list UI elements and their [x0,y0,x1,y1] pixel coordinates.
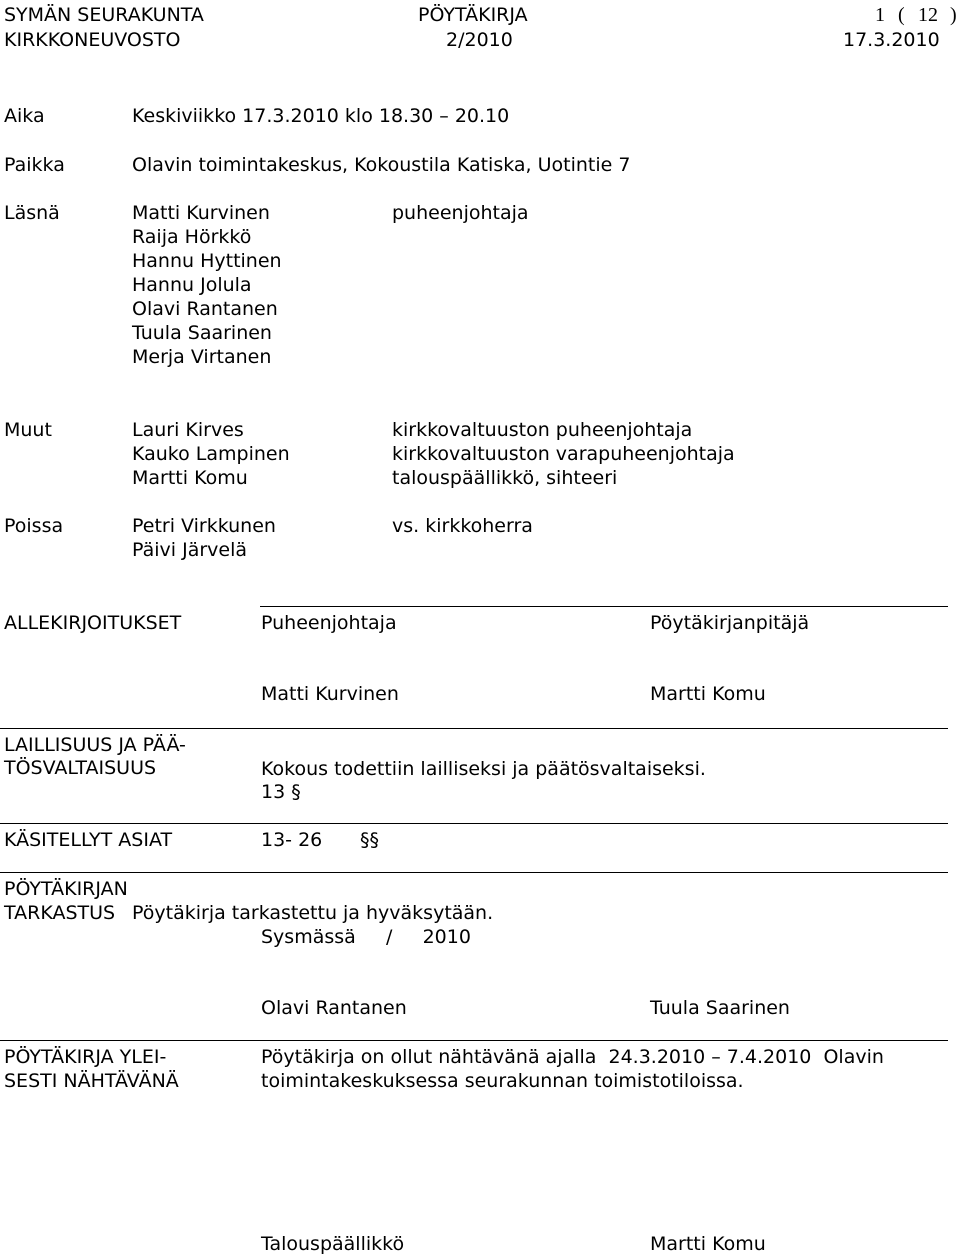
muut-role: talouspäällikkö, sihteeri [392,467,618,489]
laillisuus-label-2: TÖSVALTAISUUS [4,757,157,779]
lasna-member: Tuula Saarinen [132,322,272,344]
secretary-title: Pöytäkirjanpitäjä [650,612,810,634]
tarkastus-label-1: PÖYTÄKIRJAN [4,878,128,900]
poissa-role: vs. kirkkoherra [392,515,533,537]
page-number: 1 [875,4,885,26]
paikka-label: Paikka [4,154,65,176]
lasna-member: Raija Hörkkö [132,226,252,248]
muut-label: Muut [4,419,52,441]
tarkastus-place-date: Sysmässä / 2010 [261,926,471,948]
aika-label: Aika [4,105,45,127]
allekirjoitukset-label: ALLEKIRJOITUKSET [4,612,182,634]
tarkastus-signer: Tuula Saarinen [650,997,790,1019]
lasna-member: Hannu Jolula [132,274,252,296]
lasna-member: Merja Virtanen [132,346,272,368]
page-paren-close: ) [950,4,957,26]
muut-name: Kauko Lampinen [132,443,290,465]
header-date: 17.3.2010 [843,29,940,51]
kasitellyt-label: KÄSITELLYT ASIAT [4,829,173,851]
council-name: KIRKKONEUVOSTO [4,29,181,51]
document-number: 2/2010 [446,29,513,51]
tarkastus-label-2: TARKASTUS [4,902,116,924]
poissa-name: Päivi Järvelä [132,539,248,561]
aika-value: Keskiviikko 17.3.2010 klo 18.30 – 20.10 [132,105,510,127]
kasitellyt-range: 13- 26 [261,829,323,851]
nahtavana-title: Talouspäällikkö [261,1233,405,1255]
muut-role: kirkkovaltuuston puheenjohtaja [392,419,693,441]
nahtavana-label-1: PÖYTÄKIRJA YLEI- [4,1046,167,1068]
organization-name: SYMÄN SEURAKUNTA [4,4,204,26]
lasna-member: Olavi Rantanen [132,298,278,320]
muut-name: Martti Komu [132,467,248,489]
lasna-member: Matti Kurvinen [132,202,270,224]
secretary-name: Martti Komu [650,683,766,705]
lasna-role: puheenjohtaja [392,202,529,224]
nahtavana-text-1: Pöytäkirja on ollut nähtävänä ajalla 24.3.2010 – 7.4.2010 Olavin [261,1046,884,1068]
divider [260,606,948,607]
page-paren-open: ( [898,4,905,26]
divider [0,1040,948,1041]
divider [0,823,948,824]
tarkastus-text: Pöytäkirja tarkastettu ja hyväksytään. [132,902,494,924]
paikka-value: Olavin toimintakeskus, Kokoustila Katiska, Uotintie 7 [132,154,631,176]
document-type: PÖYTÄKIRJA [418,4,528,26]
divider [0,872,948,873]
nahtavana-text-2: toimintakeskuksessa seurakunnan toimistotiloissa. [261,1070,744,1092]
poissa-name: Petri Virkkunen [132,515,276,537]
muut-name: Lauri Kirves [132,419,244,441]
muut-role: kirkkovaltuuston varapuheenjohtaja [392,443,735,465]
tarkastus-signer: Olavi Rantanen [261,997,407,1019]
page-total: 12 [918,4,938,26]
nahtavana-label-2: SESTI NÄHTÄVÄNÄ [4,1070,179,1092]
laillisuus-text: Kokous todettiin lailliseksi ja päätösvaltaiseksi. [261,758,706,780]
kasitellyt-section-sign: §§ [360,829,379,851]
lasna-label: Läsnä [4,202,60,224]
laillisuus-label-1: LAILLISUUS JA PÄÄ- [4,734,186,756]
laillisuus-section: 13 § [261,781,301,803]
chair-name: Matti Kurvinen [261,683,399,705]
lasna-member: Hannu Hyttinen [132,250,282,272]
poissa-label: Poissa [4,515,64,537]
chair-title: Puheenjohtaja [261,612,397,634]
divider [0,728,948,729]
nahtavana-name: Martti Komu [650,1233,766,1255]
